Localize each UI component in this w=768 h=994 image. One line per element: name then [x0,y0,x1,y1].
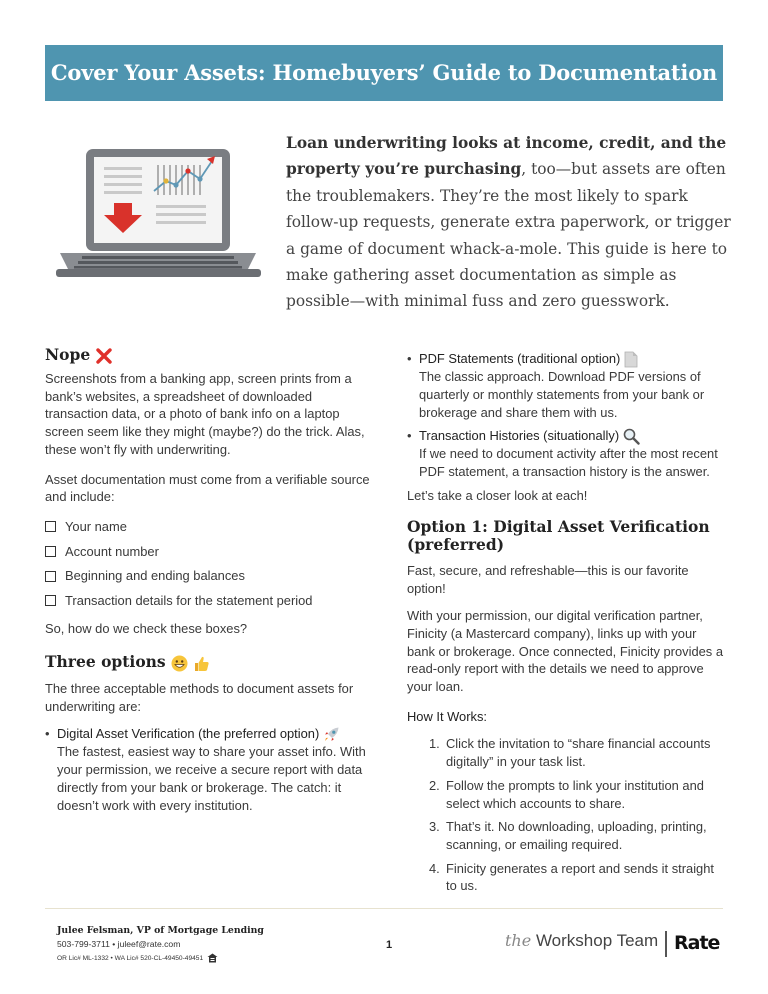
bullet-text: If we need to document activity after the most recent PDF statement, a transaction history is the answer. [419,446,718,479]
step-number: 1. [429,736,440,752]
bullet-pdf-statements [407,350,727,421]
bullet-dot: • [407,428,412,444]
step-number: 4. [429,860,440,876]
brand-the: the [505,931,532,950]
checkbox-icon [45,571,56,582]
title-banner [45,45,723,101]
intro-bold: Loan underwriting looks at income, credit, and the property you’re purchasing [286,134,727,179]
bullet-heading: Digital Asset Verification (the preferred option) [57,726,320,742]
step-text: Click the invitation to “share financial accounts digitally” in your task list. [446,736,711,770]
checklist-label: Your name [65,518,127,534]
checklist-item [45,567,370,585]
option1-text: With your permission, our digital verification partner, Finicity (a Mastercard company), links up with your bank or brokerage. Once connected, Finicity provides a read-only report with the details we need to approve your loan. [407,608,723,695]
intro-text: , too—but assets are often the troublemakers. They’re the most likely to spark follow-up requests, generate extra paperwork, or trigger a game of document whack-a-mole. This guide is here to make gathering asset documentation as simple as possible—with minimal fuss and zero guesswork. [286,160,731,311]
footer-contact: 503-799-3711 • juleef@rate.com [57,939,181,949]
option1-intro: Fast, secure, and refreshable—this is our favorite option! [407,562,689,596]
bullet-dot: • [45,726,50,742]
checklist-label: Transaction details for the statement period [65,593,313,609]
page-number: 1 [386,939,393,951]
bullet-text: The fastest, easiest way to share your asset info. With your permission, we receive a secure report with data directly from your bank or brokerage. The catch: it doesn’t work with every institution. [57,744,366,813]
bullet-digital-verification [45,725,370,814]
grinning-face-icon [171,655,188,672]
cross-mark-icon [96,348,112,364]
footer-divider [45,908,723,909]
checkbox-icon [45,546,56,557]
thumbs-up-icon [193,655,210,672]
laptop-illustration [56,145,261,280]
step-item [429,860,727,895]
checklist-item [45,543,370,561]
step-item [429,777,727,812]
nope-heading-text: Nope [45,345,91,364]
right-column [407,350,727,895]
license-text: OR Lic# ML-1332 • WA Lic# 520-CL-49450-49451 [57,954,204,962]
brand-divider [665,931,667,957]
steps-list [407,735,727,895]
checkbox-icon [45,595,56,606]
workshop-team-logo [505,931,658,951]
page-icon [624,351,638,368]
step-number: 3. [429,819,440,835]
bullet-transaction-histories [407,427,727,481]
step-text: Finicity generates a report and sends it straight to us. [446,860,714,894]
checkbox-icon [45,521,56,532]
options-text: The three acceptable methods to document assets for underwriting are: [45,680,354,714]
check-question: So, how do we check these boxes? [45,620,248,636]
source-text: Asset documentation must come from a verifiable source and include: [45,471,370,505]
step-item [429,818,727,853]
step-item [429,735,727,770]
rocket-icon [323,726,340,743]
options-heading [45,653,370,672]
step-text: Follow the prompts to link your institution and select which accounts to share. [446,777,704,811]
intro-paragraph [286,130,731,315]
how-heading: How It Works: [407,708,487,724]
bullet-text: The classic approach. Download PDF versions of quarterly or monthly statements from your bank or brokerage and share them with us. [419,369,705,420]
left-column [45,346,370,814]
footer-license [57,953,218,963]
step-text: That’s it. No downloading, uploading, printing, scanning, or emailing required. [446,819,707,852]
nope-text: Screenshots from a banking app, screen prints from a bank’s websites, a spreadsheet of downloaded transaction data, or a photo of bank info on a laptop screen seem like they might (maybe?) do the trick. Alas, these won’t fly with underwriting. [45,371,365,457]
footer-name: Julee Felsman, VP of Mortgage Lending [57,925,264,936]
magnifier-icon [623,428,640,445]
checklist [45,518,370,610]
step-number: 2. [429,777,440,793]
bullet-heading: Transaction Histories (situationally) [419,428,620,444]
checklist-item [45,592,370,610]
checklist-label: Beginning and ending balances [65,568,245,584]
equal-housing-icon [207,953,218,963]
brand-name: Workshop Team [535,931,659,950]
bullet-heading: PDF Statements (traditional option) [419,351,621,366]
rate-logo: Rate [674,932,720,954]
nope-heading [45,346,370,364]
options-heading-text: Three options [45,652,166,672]
checklist-label: Account number [65,543,159,559]
closer-look: Let’s take a closer look at each! [407,487,588,503]
bullet-dot: • [407,351,412,366]
option1-heading: Option 1: Digital Asset Verification (preferred) [407,517,710,555]
page-title: Cover Your Assets: Homebuyers’ Guide to Documentation [50,60,718,85]
checklist-item [45,518,370,536]
